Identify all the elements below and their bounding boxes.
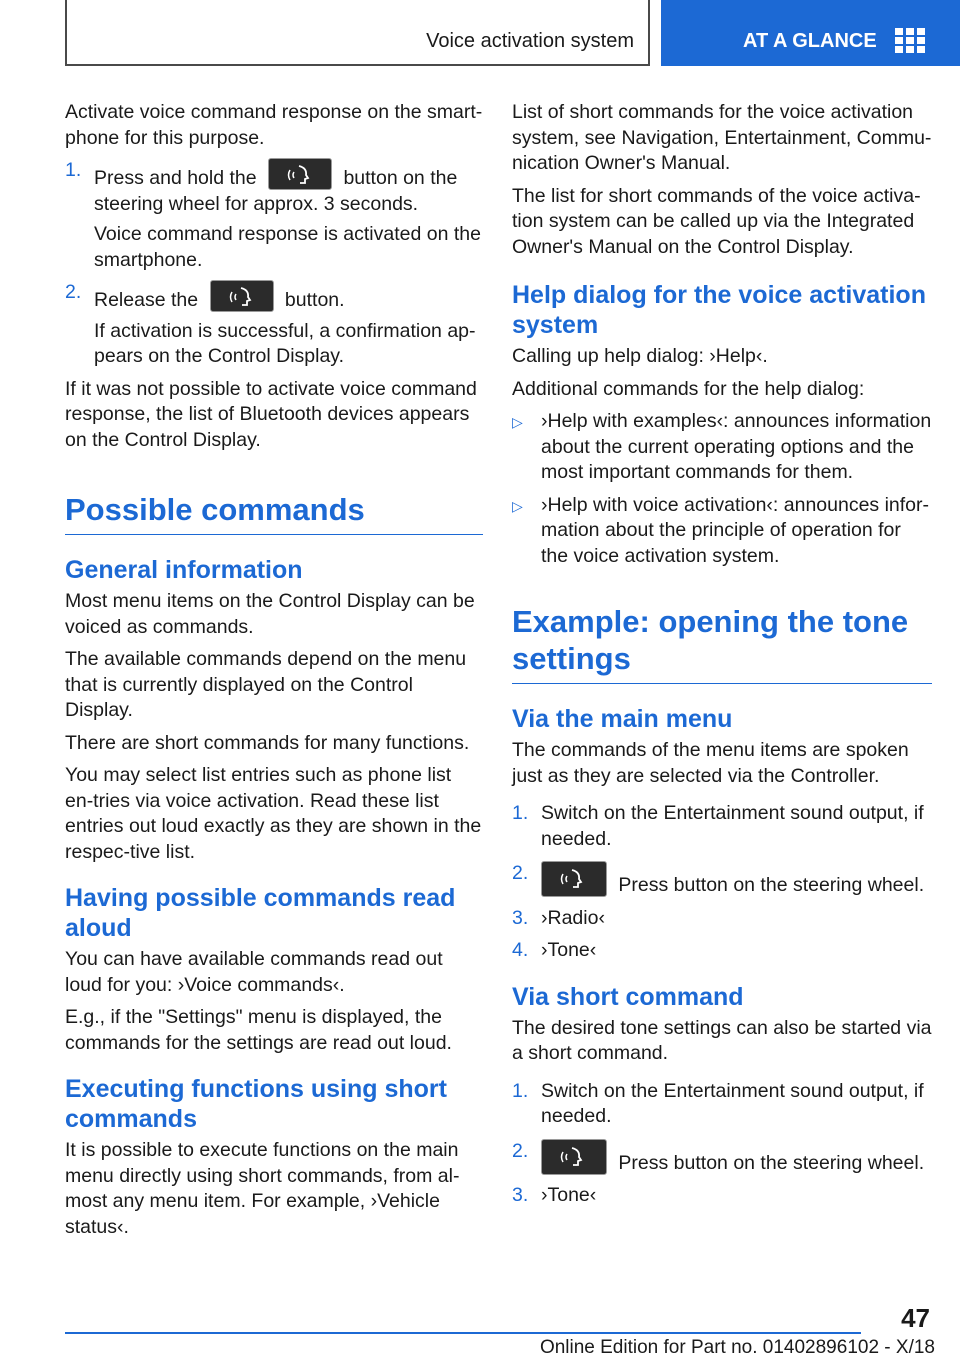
paragraph: The list for short commands of the voice activa-tion system can be called up via the Integrated Owner's Manual on the Control Display. [512,184,921,258]
paragraph: There are short commands for many functions. [65,731,470,754]
heading-short-command: Via short command [512,982,744,1011]
footer-edition: Online Edition for Part no. 01402896102 - X/18 [539,1337,935,1358]
paragraph: The desired tone settings can also be started via a short command. [512,1016,932,1064]
step-number: 2. [65,281,82,303]
step-number: 3. [512,906,529,929]
step-item [512,1139,932,1177]
page-number: 47 [901,1303,930,1333]
step-item [65,158,483,273]
step-text: ›Radio‹ [541,906,605,929]
fallback-paragraph: If it was not possible to activate voice command response, the list of Bluetooth devices appears on the Control Display. [65,377,477,451]
paragraph: You can have available commands read out loud for you: ›Voice commands‹. [65,948,443,996]
step-number: 1. [65,159,82,181]
step-item [512,801,932,852]
step-text: ›Tone‹ [541,939,597,961]
step-text: button on the steering wheel for approx. 3 seconds. [94,167,458,215]
step-item [512,938,932,964]
paragraph: Calling up help dialog: ›Help‹. [512,345,768,367]
heading-main-menu: Via the main menu [512,705,733,733]
step-text: Release the [94,289,199,311]
heading-short-commands: Executing functions using short commands [65,1075,447,1133]
header-chapter-box[interactable] [661,0,960,66]
step-item [512,1079,932,1130]
step-number: 4. [512,939,529,961]
step-number: 2. [512,862,529,884]
heading-general-information: General information [65,556,303,584]
paragraph: The available commands depend on the menu that is currently displayed on the Control Display. [65,648,467,721]
step-result: Voice command response is activated on the smartphone. [94,223,481,271]
heading-help-dialog: Help dialog for the voice activation system [512,281,926,339]
footer-divider [65,1332,861,1334]
step-number: 1. [512,802,529,824]
step-number: 2. [512,1139,529,1162]
paragraph: Additional commands for the help dialog: [512,377,865,400]
step-text: ›Tone‹ [541,1184,597,1206]
paragraph: It is possible to execute functions on the main menu directly using short commands, from al-most any menu item. For example, ›Vehicle status‹. [65,1139,460,1238]
paragraph: E.g., if the "Settings" menu is displayed, the commands for the settings are read out loud. [65,1006,452,1054]
paragraph: You may select list entries such as phone list en-tries via voice activation. Read these list entries out loud exactly as they are shown in the respec-tive list. [65,764,482,863]
triangle-bullet-icon: ▷ [512,414,523,430]
paragraph: The commands of the menu items are spoken just as they are selected via the Controller. [512,739,909,787]
triangle-bullet-icon: ▷ [512,497,523,514]
header-section-box [65,0,650,66]
step-text: Switch on the Entertainment sound output, if needed. [541,1079,924,1127]
heading-example-tone-settings: Example: opening the tone settings [512,603,932,684]
step-text: Press and hold the [94,167,257,189]
step-number: 3. [512,1184,529,1206]
step-text: button. [284,289,345,311]
step-text: Press button on the steering wheel. [618,874,925,896]
voice-command-icon [541,861,607,897]
voice-command-icon [268,158,332,190]
step-item [512,861,932,899]
list-item [512,409,932,486]
paragraph: Most menu items on the Control Display can be voiced as commands. [65,590,475,638]
section-title: Voice activation system [426,30,634,52]
voice-command-icon [541,1139,607,1175]
paragraph: List of short commands for the voice activation system, see Navigation, Entertainment, Commu-nication Owner's Manual. [512,101,932,174]
heading-possible-commands: Possible commands [65,491,483,535]
bullet-text: ›Help with examples‹: announces information about the current operating options and the most important commands for them. [541,410,932,483]
chapter-title[interactable]: AT A GLANCE [743,30,877,52]
voice-command-icon [210,280,274,312]
left-column [65,100,483,1247]
step-number: 1. [512,1079,529,1102]
list-item [512,493,932,570]
bullet-text: ›Help with voice activation‹: announces infor-mation about the principle of operation for the voice activation system. [541,493,930,567]
intro-paragraph: Activate voice command response on the smart-phone for this purpose. [65,101,483,149]
step-item [512,906,932,932]
step-result: If activation is successful, a confirmation ap-pears on the Control Display. [94,319,476,367]
step-text: Switch on the Entertainment sound output, if needed. [541,802,924,850]
step-item [512,1183,932,1209]
step-item [65,280,483,370]
heading-read-aloud: Having possible commands read aloud [65,884,456,942]
grid-icon[interactable] [895,28,925,54]
step-text: Press button on the steering wheel. [618,1151,925,1174]
right-column [512,100,932,1209]
